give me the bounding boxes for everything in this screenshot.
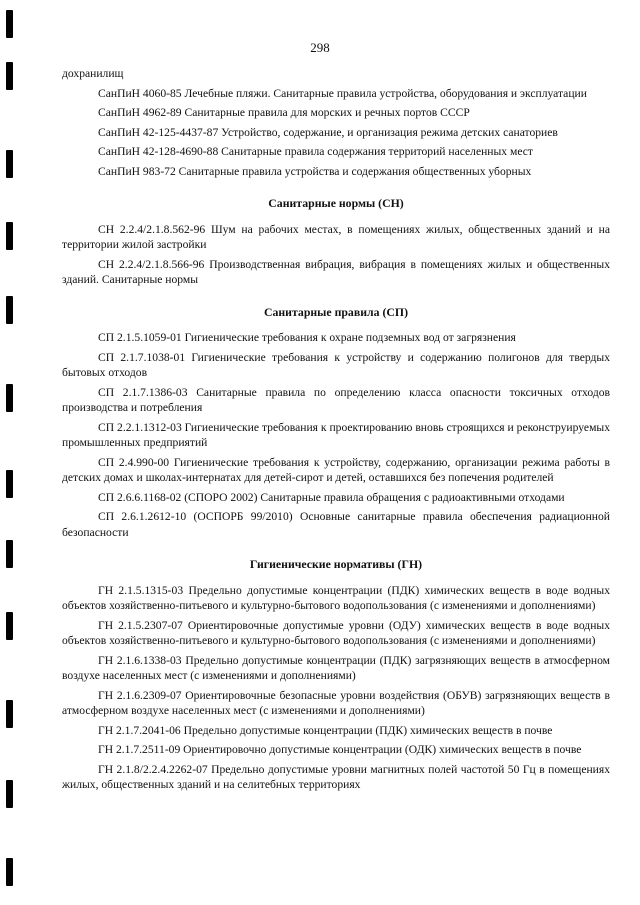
binder-hole	[6, 540, 13, 568]
binder-hole	[6, 296, 13, 324]
section-heading: Гигиенические нормативы (ГН)	[249, 557, 423, 571]
binder-hole	[6, 858, 13, 886]
document-entry: СанПиН 4962-89 Санитарные правила для морских и речных портов СССР	[98, 106, 470, 119]
binder-holes	[6, 0, 14, 905]
document-entry: СанПиН 42-128-4690-88 Санитарные правила содержания территорий населенных мест	[98, 145, 533, 158]
document-entry: СанПиН 42-125-4437-87 Устройство, содержание, и организация режима детских санаториев	[98, 125, 558, 139]
page-number: 298	[310, 40, 330, 55]
binder-hole	[6, 470, 13, 498]
binder-hole	[6, 10, 13, 38]
section-heading: Санитарные нормы (СН)	[268, 196, 404, 210]
document-entry: ГН 2.1.5.1315-03 Предельно допустимые концентрации (ПДК) химических веществ в воде водных объектов хозяйственно-питьевого и культурно-бытового водопользования (с изменениями и дополнениями)	[62, 583, 610, 612]
binder-hole	[6, 384, 13, 412]
document-entry: СП 2.6.1.2612-10 (ОСПОРБ 99/2010) Основные санитарные правила обеспечения радиационной безопасности	[62, 510, 610, 539]
document-entry: СП 2.1.5.1059-01 Гигиенические требования к охране подземных вод от загрязнения	[98, 331, 516, 344]
section-heading: Санитарные правила (СП)	[263, 304, 409, 319]
document-entry: ГН 2.1.5.2307-07 Ориентировочные допустимые уровни (ОДУ) химических веществ в воде водных объектов хозяйственно-питьевого и культурно-бытового водопользования (с изменениями и дополнениями)	[62, 618, 610, 647]
binder-hole	[6, 150, 13, 178]
binder-hole	[6, 62, 13, 90]
document-entry: СП 2.1.7.1038-01 Гигиенические требования к устройству и содержанию полигонов для твердых бытовых отходов	[62, 350, 610, 379]
binder-hole	[6, 612, 13, 640]
document-entry: СП 2.1.7.1386-03 Санитарные правила по определению класса опасности токсичных отходов производства и потребления	[62, 385, 610, 414]
paragraph-continuation: дохранилищ	[62, 67, 124, 80]
binder-hole	[6, 700, 13, 728]
document-entry: СН 2.2.4/2.1.8.562-96 Шум на рабочих местах, в помещениях жилых, общественных зданий и на территории жилой застройки	[62, 222, 610, 251]
document-entry: ГН 2.1.8/2.2.4.2262-07 Предельно допустимые уровни магнитных полей частотой 50 Гц в помещениях жилых, общественных зданий и на селитебных территориях	[62, 762, 610, 791]
document-entry: СН 2.2.4/2.1.8.566-96 Производственная вибрация, вибрация в помещениях жилых и общественных зданий. Санитарные нормы	[62, 257, 610, 286]
document-body	[62, 66, 610, 797]
document-entry: ГН 2.1.6.2309-07 Ориентировочные безопасные уровни воздействия (ОБУВ) загрязняющих веществ в атмосферном воздухе населенных мест (с изменениями и дополнениями)	[62, 688, 610, 717]
binder-hole	[6, 780, 13, 808]
document-entry: ГН 2.1.6.1338-03 Предельно допустимые концентрации (ПДК) загрязняющих веществ в атмосферном воздухе населенных мест (с изменениями и дополнениями)	[62, 653, 610, 682]
document-entry: СП 2.4.990-00 Гигиенические требования к устройству, содержанию, организации режима работы в детских домах и школах-интернатах для детей-сирот и детей, оставшихся без попечения родителей	[62, 455, 610, 484]
document-entry: СанПиН 983-72 Санитарные правила устройства и содержания общественных уборных	[98, 164, 532, 178]
binder-hole	[6, 222, 13, 250]
document-entry: ГН 2.1.7.2041-06 Предельно допустимые концентрации (ПДК) химических веществ в почве	[98, 723, 553, 737]
document-entry: ГН 2.1.7.2511-09 Ориентировочно допустимые концентрации (ОДК) химических веществ в почве	[98, 743, 582, 756]
document-entry: СанПиН 4060-85 Лечебные пляжи. Санитарные правила устройства, оборудования и эксплуатации	[98, 86, 587, 100]
document-entry: СП 2.6.6.1168-02 (СПОРО 2002) Санитарные правила обращения с радиоактивными отходами	[98, 490, 565, 504]
document-entry: СП 2.2.1.1312-03 Гигиенические требования к проектированию вновь строящихся и реконструируемых промышленных предприятий	[62, 420, 610, 449]
